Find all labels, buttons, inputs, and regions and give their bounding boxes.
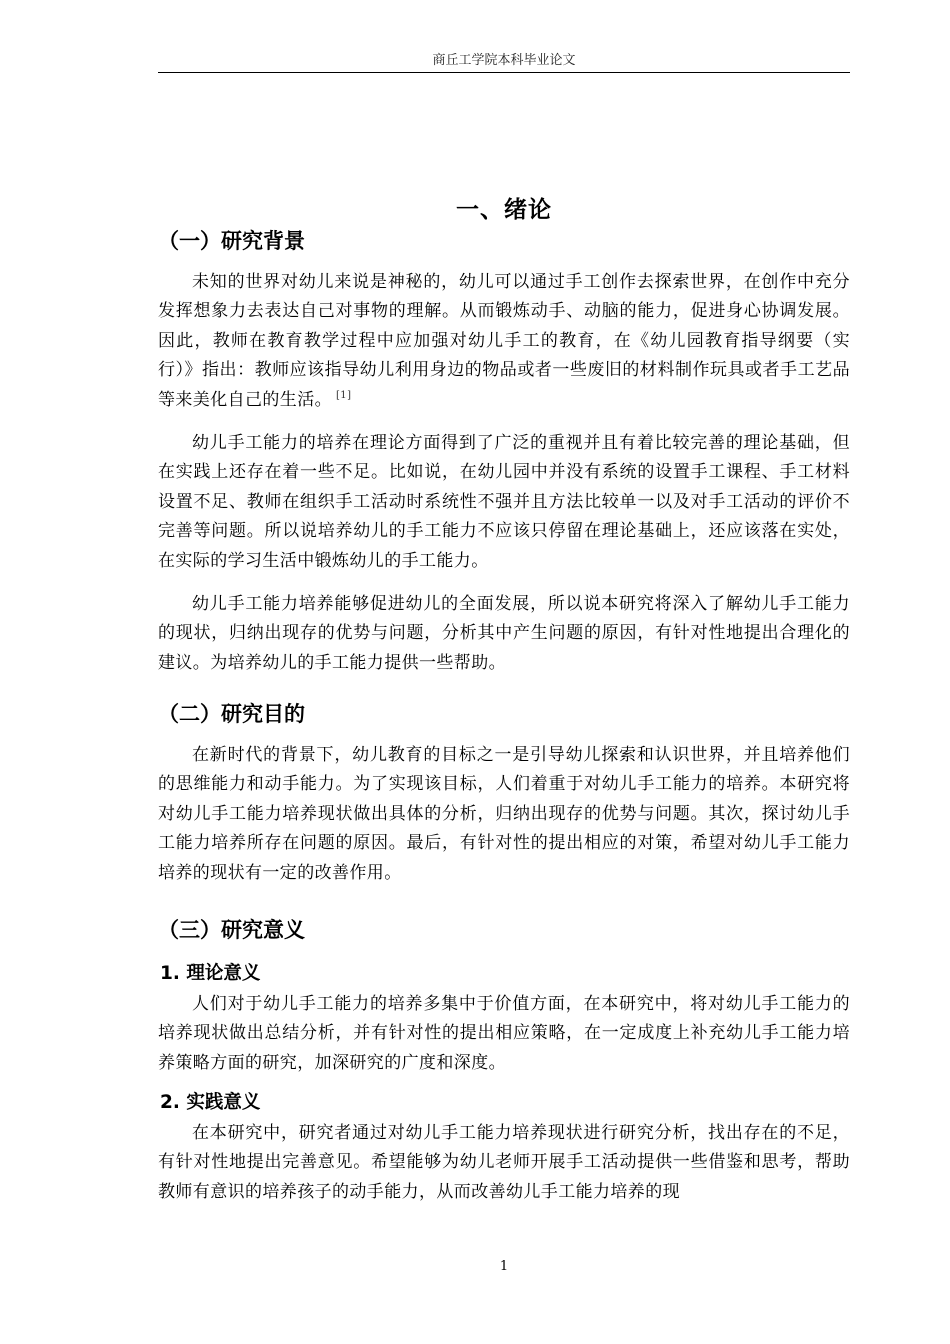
paragraph-practice: 在本研究中，研究者通过对幼儿手工能力培养现状进行研究分析，找出存在的不足，有针对性地提出完善意见。希望能够为幼儿老师开展手工活动提供一些借鉴和思考，帮助教师有意识的培养孩子的动手能力，从而改善幼儿手工能力培养的现 — [158, 1123, 850, 1202]
section-heading-background: （一）研究背景 — [158, 229, 305, 253]
paragraph-purpose: 在新时代的背景下，幼儿教育的目标之一是引导幼儿探索和认识世界，并且培养他们的思维能力和动手能力。为了实现该目标，人们着重于对幼儿手工能力的培养。本研究将对幼儿手工能力培养现状做出具体的分析，归纳出现存的优势与问题。其次，探讨幼儿手工能力培养所存在问题的原因。最后，有针对性的提出相应的对策，希望对幼儿手工能力培养的现状有一定的改善作用。 — [158, 745, 850, 883]
paragraph-background-2: 幼儿手工能力的培养在理论方面得到了广泛的重视并且有着比较完善的理论基础，但在实践上还存在着一些不足。比如说，在幼儿园中并没有系统的设置手工课程、手工材料设置不足、教师在组织手工活动时系统性不强并且方法比较单一以及对手工活动的评价不完善等问题。所以说培养幼儿的手工能力不应该只停留在理论基础上，还应该落在实处，在实际的学习生活中锻炼幼儿的手工能力。 — [158, 433, 850, 571]
paragraph-theory: 人们对于幼儿手工能力的培养多集中于价值方面，在本研究中，将对幼儿手工能力的培养现状做出总结分析，并有针对性的提出相应策略，在一定成度上补充幼儿手工能力培养策略方面的研究，加深研究的广度和深度。 — [158, 994, 850, 1073]
page-number: 1 — [499, 1259, 509, 1274]
section-heading-significance: （三）研究意义 — [158, 918, 305, 942]
citation-marker: [1] — [336, 389, 352, 401]
paragraph-background-1 — [158, 268, 850, 415]
header-rule — [158, 72, 850, 73]
section-heading-purpose: （二）研究目的 — [158, 702, 305, 726]
paragraph-background-3: 幼儿手工能力培养能够促进幼儿的全面发展，所以说本研究将深入了解幼儿手工能力的现状，归纳出现存的优势与问题，分析其中产生问题的原因，有针对性地提出合理化的建议。为培养幼儿的手工能力提供一些帮助。 — [158, 594, 850, 673]
sub-heading-theory: 1. 理论意义 — [160, 963, 261, 984]
page-header: 商丘工学院本科毕业论文 — [432, 53, 576, 68]
chapter-title: 一、绪论 — [456, 197, 552, 224]
sub-heading-practice: 2. 实践意义 — [160, 1092, 261, 1113]
paragraph-text: 未知的世界对幼儿来说是神秘的，幼儿可以通过手工创作去探索世界，在创作中充分发挥想象力去表达自己对事物的理解。从而锻炼动手、动脑的能力，促进身心协调发展。因此，教师在教育教学过程中应加强对幼儿手工的教育，在《幼儿园教育指导纲要（实行）》指出：教师应该指导幼儿利用身边的物品或者一些废旧的材料制作玩具或者手工艺品等来美化自己的生活。 — [158, 272, 850, 410]
